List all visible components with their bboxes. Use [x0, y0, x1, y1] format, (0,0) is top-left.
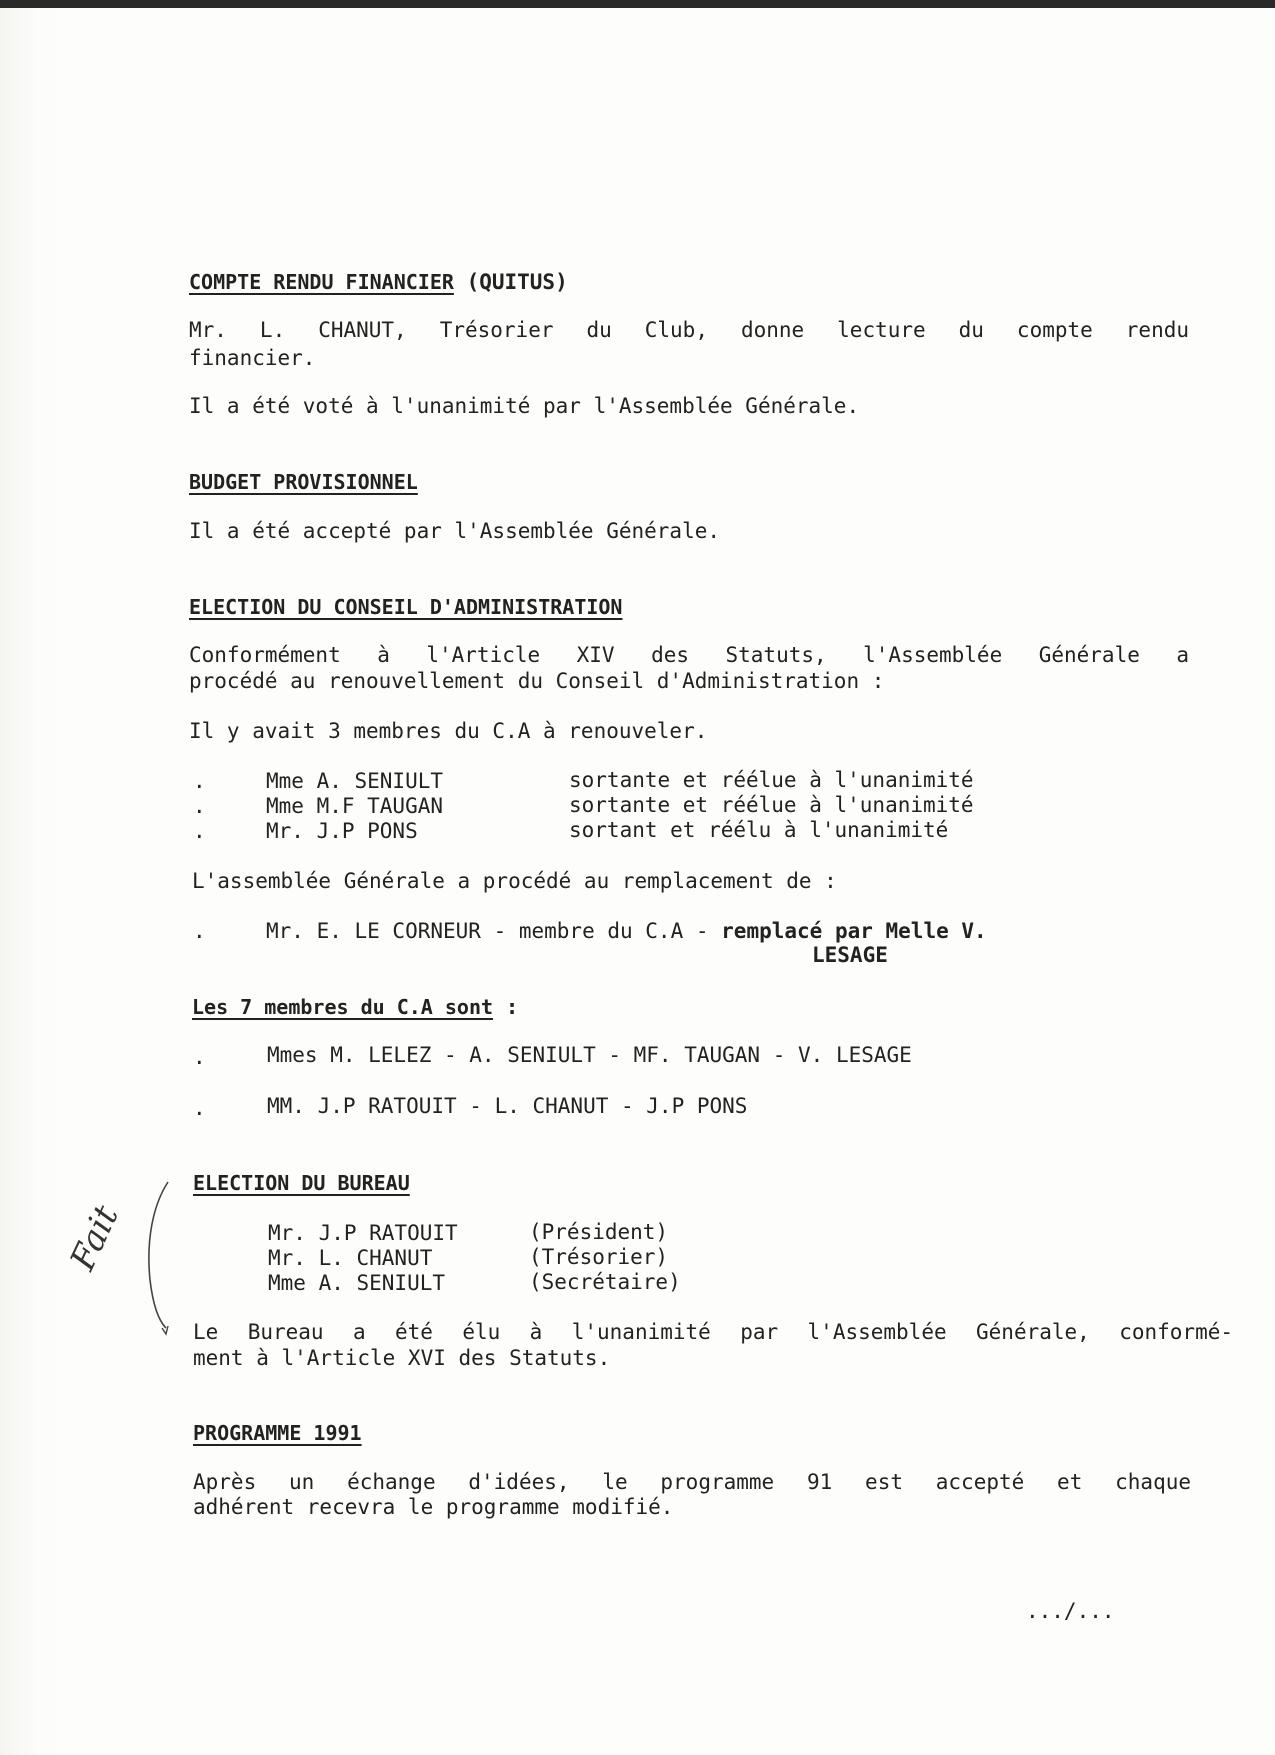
member-status: sortant et réélu à l'unanimité — [569, 818, 949, 842]
bureau-member-role: (Secrétaire) — [529, 1270, 681, 1294]
list-bullet: . — [193, 919, 206, 943]
list-bullet: . — [193, 1096, 206, 1120]
section-heading-election-ca: ELECTION DU CONSEIL D'ADMINISTRATION — [189, 595, 623, 619]
handwritten-fait-annotation — [58, 1160, 178, 1340]
bureau-line-1: Le Bureau a été élu à l'unanimité par l'Assemblée Générale, conformé- — [193, 1320, 1233, 1344]
section-heading-membres-ca: Les 7 membres du C.A sont : — [192, 995, 519, 1019]
compte-rendu-line-2: financier. — [189, 346, 316, 370]
replacement-line: Mr. E. LE CORNEUR - membre du C.A - remplacé par Melle V. — [266, 919, 987, 943]
member-status: sortante et réélue à l'unanimité — [569, 793, 974, 817]
replacement-intro: L'assemblée Générale a procédé au remplacement de : — [192, 869, 837, 893]
handwritten-fait-text: Fait — [62, 1199, 127, 1277]
section-heading-bureau: ELECTION DU BUREAU — [193, 1171, 410, 1195]
section-heading-compte-rendu: COMPTE RENDU FINANCIER (QUITUS) — [189, 270, 568, 294]
programme-line-1: Après un échange d'idées, le programme 91 est accepté et chaque — [193, 1470, 1191, 1494]
bureau-line-2: ment à l'Article XVI des Statuts. — [193, 1346, 611, 1370]
section-heading-programme: PROGRAMME 1991 — [193, 1421, 362, 1445]
compte-rendu-line-1: Mr. L. CHANUT, Trésorier du Club, donne lecture du compte rendu — [189, 318, 1189, 342]
bureau-member-role: (Trésorier) — [529, 1245, 669, 1269]
member-name: Mr. J.P PONS — [266, 819, 418, 843]
page-continuation-marker: .../... — [1026, 1599, 1115, 1623]
election-ca-intro: Il y avait 3 membres du C.A à renouveler. — [189, 719, 708, 743]
list-bullet: . — [193, 1045, 206, 1069]
bureau-member-role: (Président) — [529, 1220, 669, 1244]
election-ca-line-1: Conformément à l'Article XIV des Statuts, l'Assemblée Générale a — [189, 643, 1189, 667]
list-bullet: . — [193, 794, 206, 818]
replacement-line-2: LESAGE — [812, 943, 888, 967]
members-row: Mmes M. LELEZ - A. SENIULT - MF. TAUGAN - V. LESAGE — [267, 1043, 912, 1067]
budget-text: Il a été accepté par l'Assemblée Générale. — [189, 519, 721, 543]
scan-top-border — [0, 0, 1275, 8]
bureau-member-name: Mr. J.P RATOUIT — [268, 1221, 458, 1245]
section-heading-budget: BUDGET PROVISIONNEL — [189, 470, 418, 494]
bureau-member-name: Mme A. SENIULT — [268, 1271, 446, 1295]
list-bullet: . — [193, 769, 206, 793]
member-status: sortante et réélue à l'unanimité — [569, 768, 974, 792]
programme-line-2: adhérent recevra le programme modifié. — [193, 1495, 674, 1519]
member-name: Mme M.F TAUGAN — [266, 794, 444, 818]
list-bullet: . — [193, 819, 206, 843]
compte-rendu-vote: Il a été voté à l'unanimité par l'Assemblée Générale. — [189, 394, 860, 418]
bureau-member-name: Mr. L. CHANUT — [268, 1246, 433, 1270]
member-name: Mme A. SENIULT — [266, 769, 444, 793]
members-row: MM. J.P RATOUIT - L. CHANUT - J.P PONS — [267, 1094, 748, 1118]
election-ca-line-2: procédé au renouvellement du Conseil d'Administration : — [189, 669, 885, 693]
